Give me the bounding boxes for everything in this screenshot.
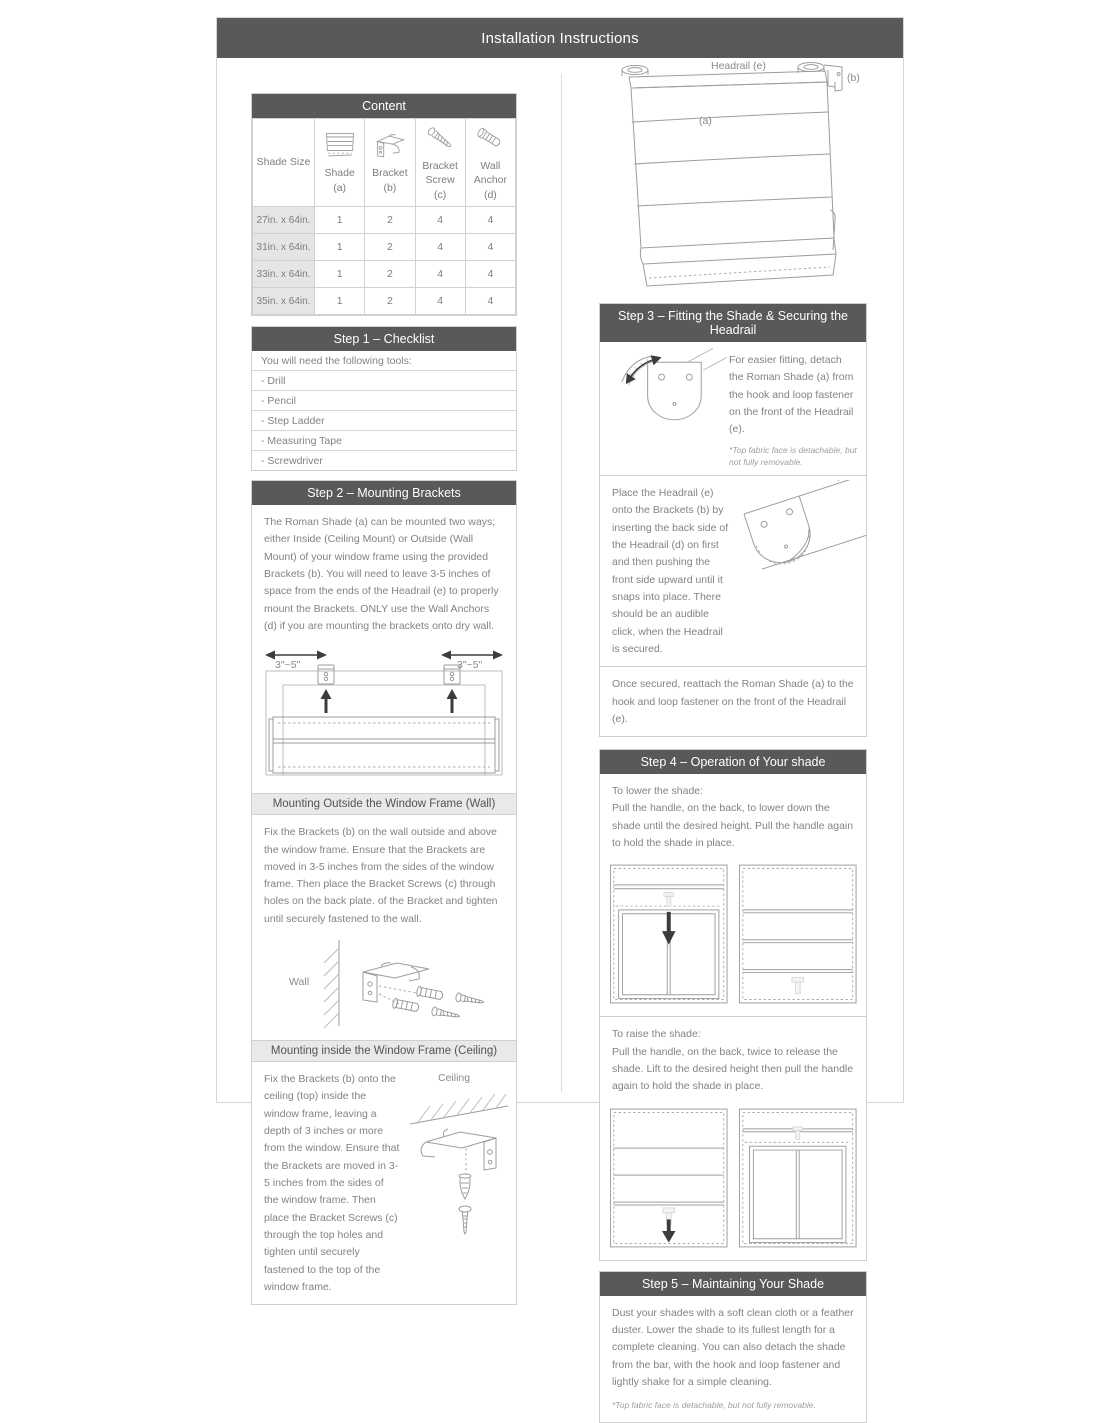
table-row: [253, 261, 516, 288]
step3-block1: [600, 342, 866, 476]
ceiling-label: Ceiling: [438, 1072, 471, 1085]
qty-cell: 2: [365, 288, 415, 315]
step1-section: [251, 326, 517, 471]
table-row: [253, 207, 516, 234]
step5-title: Step 5 – Maintaining Your Shade: [600, 1272, 866, 1296]
step1-intro: You will need the following tools:: [252, 351, 516, 371]
step4-lower-body: Pull the handle, on the back, to lower down the shade until the desired height. Pull the handle again to hold the shade in place.: [612, 802, 854, 850]
qty-cell: 1: [315, 261, 365, 288]
column-header-bracket-screw: Bracket Screw (c): [415, 119, 465, 207]
step4-raise-heading: To raise the shade:: [612, 1028, 701, 1041]
qty-cell: 4: [415, 207, 465, 234]
column-divider: [561, 74, 562, 1092]
wall-mount-title: Mounting Outside the Window Frame (Wall): [252, 793, 516, 815]
table-row: [253, 288, 516, 315]
qty-cell: 1: [315, 288, 365, 315]
bracket-spacing-diagram: [261, 645, 507, 785]
bracket-icon: [372, 130, 408, 162]
spacing-label-left: 3"~5": [275, 659, 301, 672]
step4-section: [599, 749, 867, 1261]
size-cell: 35in. x 64in.: [253, 288, 315, 315]
step4-raise-textwrap: [600, 1016, 866, 1097]
step4-lower-heading: To lower the shade:: [612, 785, 704, 798]
step4-raise-body: Pull the handle, on the back, twice to release the shade. Lift to the desired height then pull the handle again to hold the shade in place.: [612, 1045, 854, 1093]
qty-cell: 4: [415, 234, 465, 261]
step5-body: Dust your shades with a soft clean cloth or a feather duster. Lower the shade to its fullest length for a complete cleaning. You can also detach the shade from the bar, with the hook and loop fastener and lightly shake for a simple cleaning.: [612, 1306, 854, 1388]
column-header-shade: Shade (a): [315, 119, 365, 207]
step3-section: [599, 303, 867, 737]
content-title: Content: [252, 94, 516, 118]
qty-cell: 1: [315, 234, 365, 261]
ceiling-mount-title: Mounting inside the Window Frame (Ceiling): [252, 1040, 516, 1062]
column-header-bracket: Bracket (b): [365, 119, 415, 207]
page-title: Installation Instructions: [217, 18, 903, 58]
qty-cell: 2: [365, 207, 415, 234]
qty-cell: 4: [415, 288, 465, 315]
size-cell: 27in. x 64in.: [253, 207, 315, 234]
qty-cell: 4: [465, 261, 515, 288]
content-section: [251, 93, 517, 316]
raise-diagrams: [600, 1098, 866, 1260]
step2-section: [251, 480, 517, 1305]
wall-mount-body: Fix the Brackets (b) on the wall outside and above the window frame. Ensure that the Brackets are moved in 3-5 inches from the sides of the window frame. Then place the Bracket Screws (c) through holes on the back plate. of the Bracket and tighten until securely fastened to the wall.: [264, 826, 498, 925]
step3-block1-text: For easier fitting, detach the Roman Shade (a) from the hook and loop fastener on the front of the Headrail (e).: [729, 354, 854, 436]
step2-title: Step 2 – Mounting Brackets: [252, 481, 516, 505]
tool-item: - Measuring Tape: [252, 431, 516, 451]
tool-item: - Pencil: [252, 391, 516, 411]
step3-title: Step 3 – Fitting the Shade & Securing the Headrail: [600, 304, 866, 342]
instruction-sheet: [216, 17, 904, 1411]
column-header-wall-anchor: Wall Anchor (d): [465, 119, 515, 207]
wall-mount-diagram: [261, 936, 507, 1032]
shade-a-label: (a): [699, 115, 712, 127]
step3-block2-text: Place the Headrail (e) onto the Brackets (b) by inserting the back side of the Headrail (d) on first and then pushing the front side upward until it snaps into place. There should be an audible click, when the Headrail is secured.: [612, 487, 729, 655]
window-shade-down-diagram: [738, 861, 858, 1007]
tool-item: - Drill: [252, 371, 516, 391]
size-cell: 31in. x 64in.: [253, 234, 315, 261]
step4-lower-textwrap: [600, 774, 866, 854]
qty-cell: 4: [465, 207, 515, 234]
spacing-label-right: 3"~5": [457, 659, 483, 672]
screw-icon: [422, 123, 458, 155]
qty-cell: 1: [315, 207, 365, 234]
step1-title: Step 1 – Checklist: [252, 327, 516, 351]
step3-block3-text: Once secured, reattach the Roman Shade (a) to the hook and loop fastener on the front of the Headrail (e).: [612, 678, 854, 725]
headrail-label: Headrail (e): [711, 60, 766, 72]
ceiling-mount-block: [252, 1062, 516, 1304]
snap-headrail-diagram: [730, 480, 866, 600]
table-header-row: [253, 119, 516, 207]
shade-icon: [322, 130, 358, 162]
window-shade-raised-diagram: [738, 1105, 858, 1251]
step3-block2: [600, 476, 866, 667]
window-shade-lowering-diagram: [609, 861, 729, 1007]
roman-shade-diagram: [599, 60, 867, 303]
step3-block1-note: *Top fabric face is detachable, but not fully removable.: [729, 444, 857, 468]
step4-title: Step 4 – Operation of Your shade: [600, 750, 866, 774]
qty-cell: 2: [365, 261, 415, 288]
step3-block1-textwrap: [727, 342, 866, 475]
detach-shade-diagram: [602, 346, 727, 440]
qty-cell: 4: [415, 261, 465, 288]
qty-cell: 4: [465, 288, 515, 315]
bracket-b-label: (b): [847, 72, 860, 84]
step5-note: *Top fabric face is detachable, but not fully removable.: [612, 1400, 816, 1411]
step2-body: The Roman Shade (a) can be mounted two ways; either Inside (Ceiling Mount) or Outside (Wall Mount) of your window frame using the provided Brackets (b). You will need to leave 3-5 inches of space from the ends of the Headrail (e) to properly mount the Brackets. ONLY use the Wall Anchors (d) if you are mounting the brackets onto dry wall.: [264, 516, 499, 632]
wall-label: Wall: [289, 976, 310, 989]
window-shade-raising-diagram: [609, 1105, 729, 1251]
lower-diagrams: [600, 854, 866, 1016]
step5-section: [599, 1271, 867, 1423]
table-row: [253, 234, 516, 261]
shade-size-header: Shade Size: [253, 119, 315, 207]
anchor-icon: [472, 123, 508, 155]
ceiling-mount-diagram: [404, 1070, 514, 1238]
tool-item: - Step Ladder: [252, 411, 516, 431]
ceiling-mount-body: Fix the Brackets (b) onto the ceiling (top) inside the window frame, leaving a depth of 3 inches or more from the window. Ensure that the Brackets are moved in 3-5 inches from the sides of the window frame. Then place the Bracket Screws (c) through the top holes and tighten until securely fastened to the top of the window frame.: [264, 1073, 400, 1293]
qty-cell: 4: [465, 234, 515, 261]
left-column: [251, 93, 517, 1305]
content-table: [252, 118, 516, 315]
size-cell: 33in. x 64in.: [253, 261, 315, 288]
tool-item: - Screwdriver: [261, 455, 323, 467]
right-column: [599, 60, 867, 1423]
qty-cell: 2: [365, 234, 415, 261]
